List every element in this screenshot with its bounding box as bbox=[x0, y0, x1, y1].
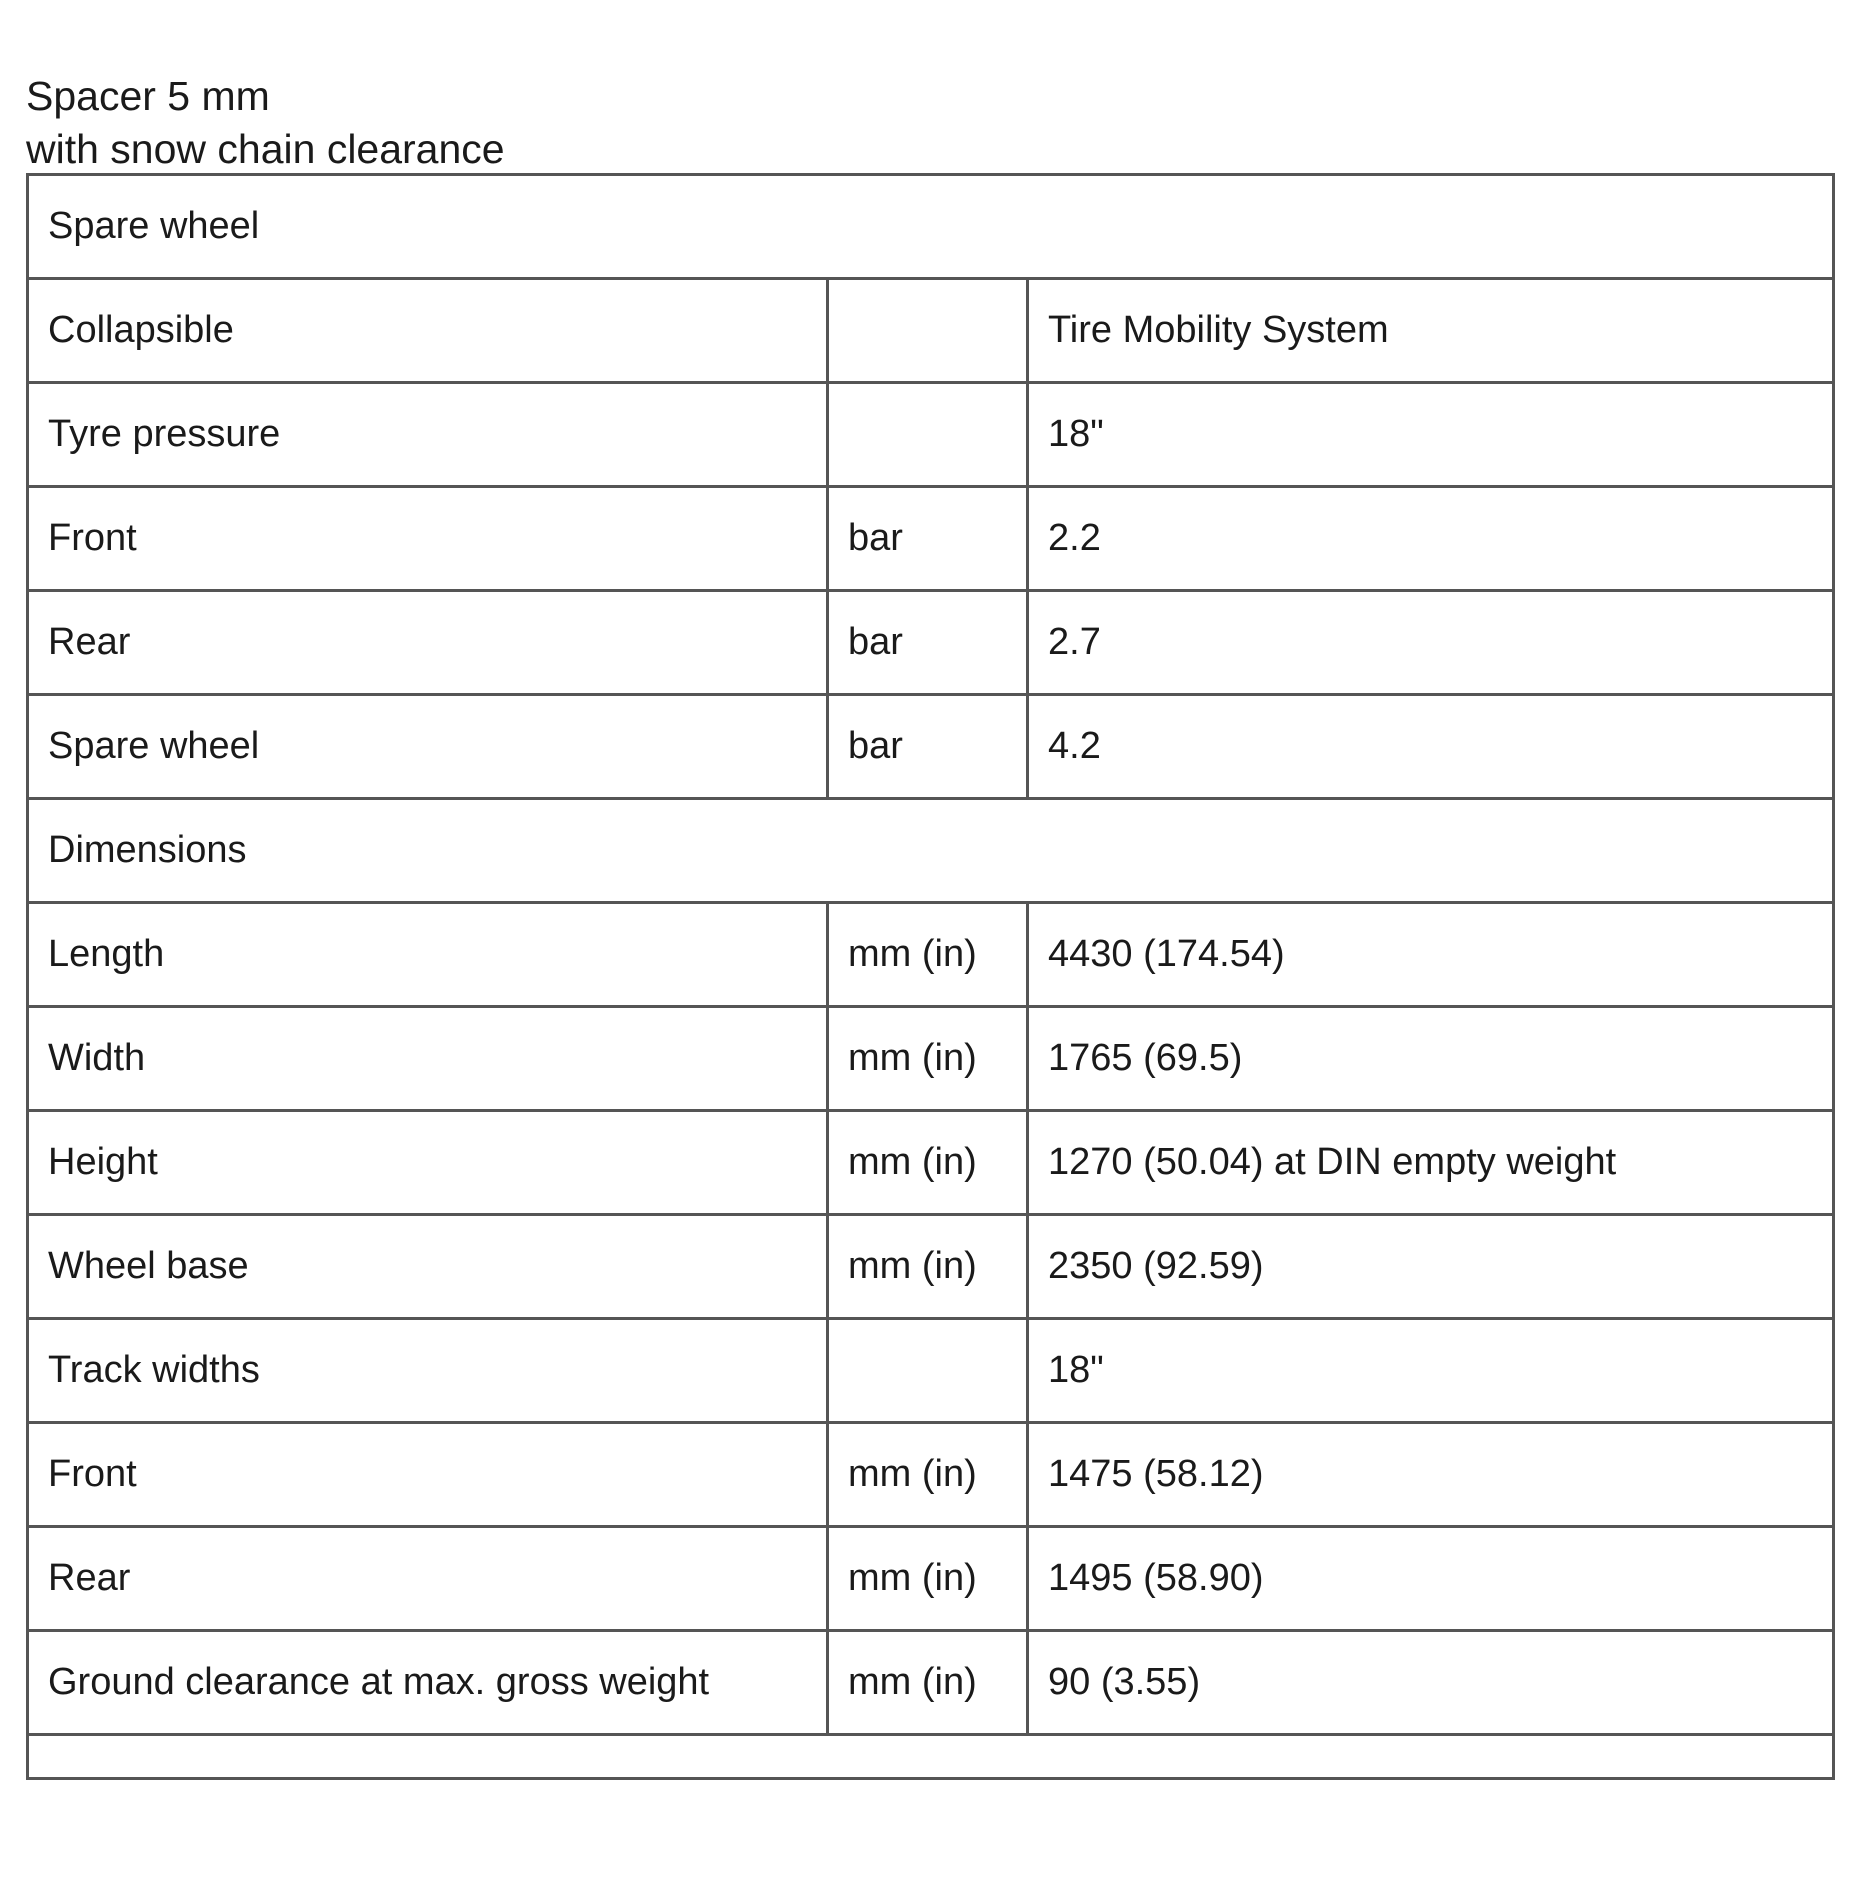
section-row-spare-wheel bbox=[28, 175, 1834, 279]
row-label: Front bbox=[28, 487, 828, 591]
row-value: 2.2 bbox=[1028, 487, 1834, 591]
row-value: 18" bbox=[1028, 1319, 1834, 1423]
section-header-dimensions: Dimensions bbox=[28, 799, 1834, 903]
table-row bbox=[28, 279, 1834, 383]
page-heading bbox=[26, 70, 505, 176]
spec-table bbox=[26, 173, 1835, 1780]
row-unit: mm (in) bbox=[828, 1007, 1028, 1111]
table-row bbox=[28, 1319, 1834, 1423]
row-unit: bar bbox=[828, 695, 1028, 799]
row-unit: mm (in) bbox=[828, 1527, 1028, 1631]
row-unit: mm (in) bbox=[828, 1111, 1028, 1215]
row-unit: bar bbox=[828, 591, 1028, 695]
table-row bbox=[28, 1007, 1834, 1111]
row-value: 2.7 bbox=[1028, 591, 1834, 695]
row-value: 4430 (174.54) bbox=[1028, 903, 1834, 1007]
row-label: Rear bbox=[28, 1527, 828, 1631]
row-value: 18" bbox=[1028, 383, 1834, 487]
table-row bbox=[28, 1215, 1834, 1319]
row-unit: bar bbox=[828, 487, 1028, 591]
table-row-continuation bbox=[28, 1735, 1834, 1779]
row-label: Spare wheel bbox=[28, 695, 828, 799]
row-label: Rear bbox=[28, 591, 828, 695]
heading-line-2: with snow chain clearance bbox=[26, 126, 505, 172]
row-value: 1270 (50.04) at DIN empty weight bbox=[1028, 1111, 1834, 1215]
row-label: Length bbox=[28, 903, 828, 1007]
row-label: Tyre pressure bbox=[28, 383, 828, 487]
row-label: Width bbox=[28, 1007, 828, 1111]
table-row bbox=[28, 903, 1834, 1007]
row-value: 1765 (69.5) bbox=[1028, 1007, 1834, 1111]
table-row bbox=[28, 1423, 1834, 1527]
row-label: Collapsible bbox=[28, 279, 828, 383]
row-unit bbox=[828, 1319, 1028, 1423]
section-row-dimensions bbox=[28, 799, 1834, 903]
row-unit: mm (in) bbox=[828, 1423, 1028, 1527]
table-row bbox=[28, 487, 1834, 591]
row-unit bbox=[828, 279, 1028, 383]
row-label: Track widths bbox=[28, 1319, 828, 1423]
table-row bbox=[28, 383, 1834, 487]
row-value: 1475 (58.12) bbox=[1028, 1423, 1834, 1527]
row-value: 90 (3.55) bbox=[1028, 1631, 1834, 1735]
row-value: 4.2 bbox=[1028, 695, 1834, 799]
row-value: Tire Mobility System bbox=[1028, 279, 1834, 383]
table-row bbox=[28, 1631, 1834, 1735]
row-unit: mm (in) bbox=[828, 1631, 1028, 1735]
row-label: Wheel base bbox=[28, 1215, 828, 1319]
row-value: 2350 (92.59) bbox=[1028, 1215, 1834, 1319]
row-unit: mm (in) bbox=[828, 1215, 1028, 1319]
row-label: Ground clearance at max. gross weight bbox=[28, 1631, 828, 1735]
table-row bbox=[28, 1111, 1834, 1215]
table-row bbox=[28, 1527, 1834, 1631]
row-value: 1495 (58.90) bbox=[1028, 1527, 1834, 1631]
row-unit bbox=[828, 383, 1028, 487]
row-unit: mm (in) bbox=[828, 903, 1028, 1007]
heading-line-1: Spacer 5 mm bbox=[26, 73, 270, 119]
section-header-spare-wheel: Spare wheel bbox=[28, 175, 1834, 279]
table-row bbox=[28, 591, 1834, 695]
table-row bbox=[28, 695, 1834, 799]
row-label: Height bbox=[28, 1111, 828, 1215]
continuation-cell bbox=[28, 1735, 1834, 1779]
row-label: Front bbox=[28, 1423, 828, 1527]
